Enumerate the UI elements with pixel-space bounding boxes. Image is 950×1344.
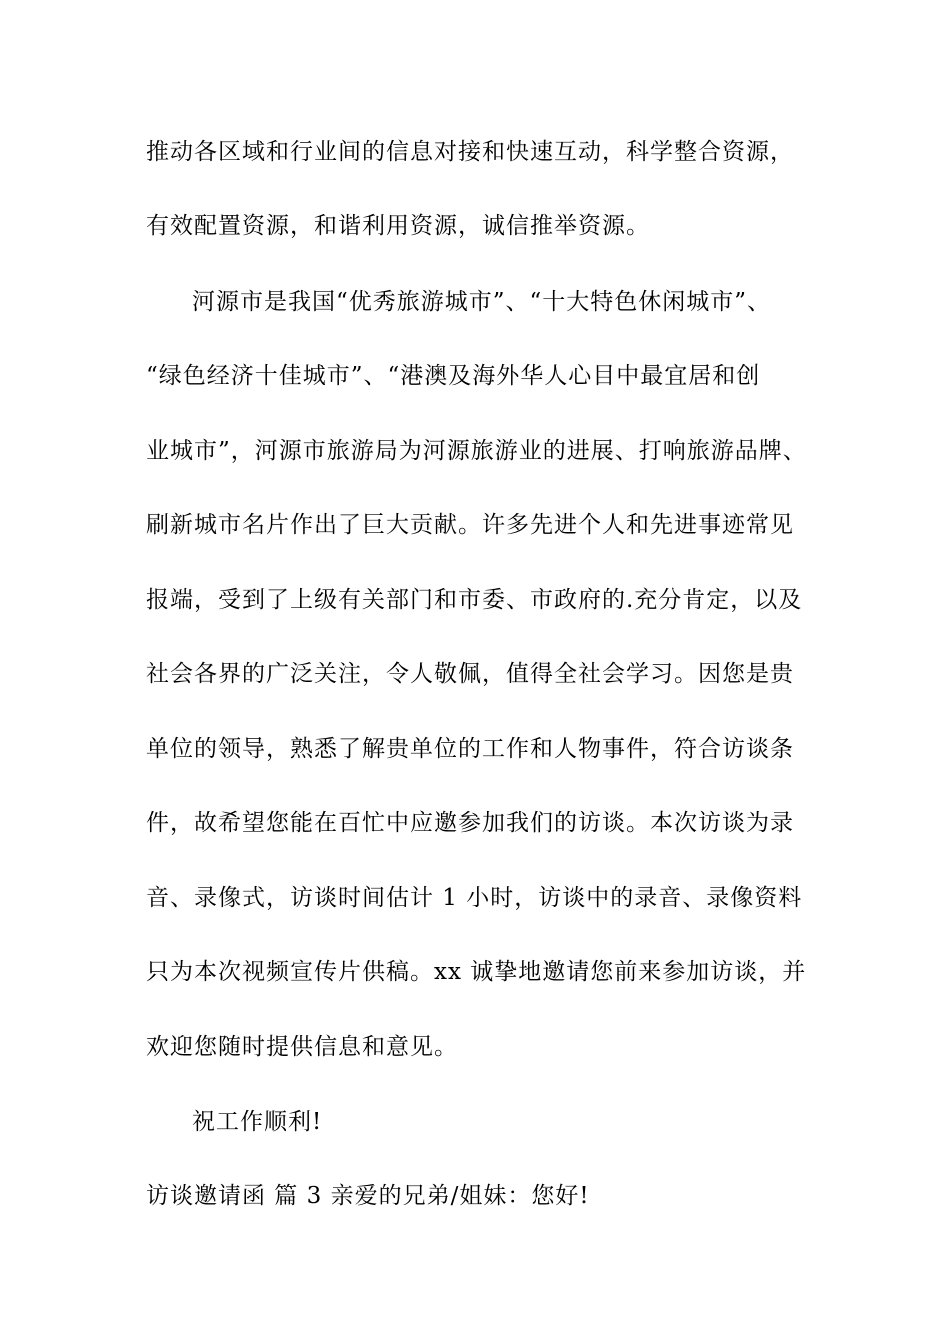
- paragraph-line: “绿色经济十佳城市”、“港澳及海外华人心目中最宜居和创: [146, 363, 761, 389]
- paragraph-line: 件，故希望您能在百忙中应邀参加我们的访谈。本次访谈为录: [146, 810, 794, 836]
- paragraph-line: 推动各区域和行业间的信息对接和快速互动，科学整合资源，: [146, 139, 794, 165]
- paragraph-line: 欢迎您随时提供信息和意见。: [146, 1034, 458, 1060]
- paragraph-line: 音、录像式，访谈时间估计 1 小时，访谈中的录音、录像资料: [146, 885, 803, 911]
- paragraph-line: 报端，受到了上级有关部门和市委、市政府的.充分肯定，以及: [146, 587, 803, 613]
- paragraph-line: 刷新城市名片作出了巨大贡献。许多先进个人和先进事迹常见: [146, 512, 794, 538]
- paragraph-line: 河源市是我国“优秀旅游城市”、“十大特色休闲城市”、: [192, 289, 772, 315]
- paragraph-line: 只为本次视频宣传片供稿。xx 诚挚地邀请您前来参加访谈，并: [146, 959, 807, 985]
- paragraph-line: 业城市”，河源市旅游局为河源旅游业的进展、打响旅游品牌、: [146, 438, 807, 464]
- section-heading: 访谈邀请函 篇 3 亲爱的兄弟/姐妹：您好!: [146, 1183, 590, 1209]
- closing-greeting: 祝工作顺利!: [192, 1109, 323, 1135]
- paragraph-line: 社会各界的广泛关注，令人敬佩，值得全社会学习。因您是贵: [146, 661, 794, 687]
- paragraph-line: 单位的领导，熟悉了解贵单位的工作和人物事件，符合访谈条: [146, 736, 794, 762]
- paragraph-line: 有效配置资源，和谐利用资源，诚信推举资源。: [146, 213, 650, 239]
